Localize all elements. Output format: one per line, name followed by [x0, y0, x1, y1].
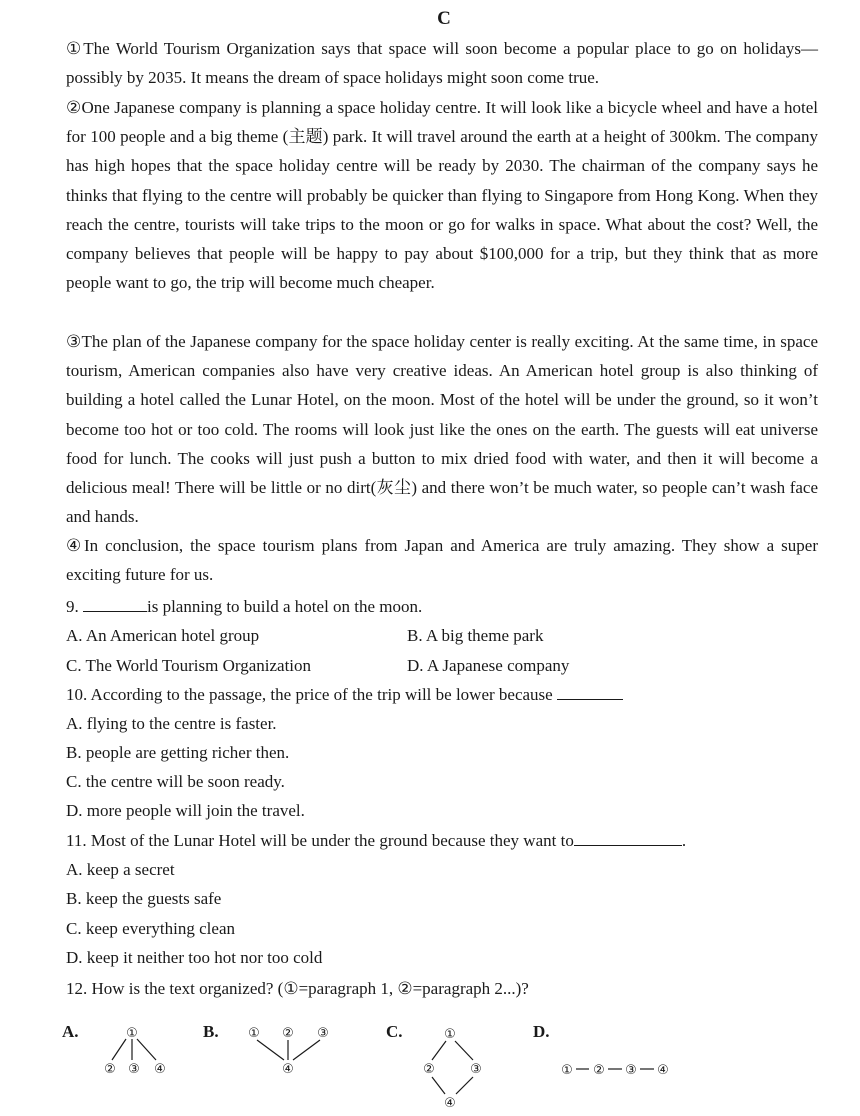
- question-11-option-b: B. keep the guests safe: [66, 889, 222, 908]
- question-10-option-d: D. more people will join the travel.: [66, 801, 305, 820]
- diagram-label-c: C.: [386, 1022, 403, 1041]
- question-9-option-d: D. A Japanese company: [407, 656, 570, 675]
- diagram-c-node-2: ②: [423, 1062, 435, 1077]
- question-11-option-a: A. keep a secret: [66, 860, 175, 879]
- paragraph-3: ③The plan of the Japanese company for the space holiday center is really exciting. At the same time, in space tourism, American companies also have very creative ideas. An American hotel group is also thinking of building a hotel called the Lunar Hotel, on the moon. Most of the hotel will be under the ground, so it won’t become too hot or too cold. The rooms will look just like the ones on the earth. The guests will eat universe food for lunch. The cooks will just push a button to mix dried food with water, and then it will become a delicious meal! There will be little or no dirt(灰尘) and there won’t be much water, so people can’t wash face and hands.: [66, 332, 818, 527]
- question-9-option-a: A. An American hotel group: [66, 626, 260, 645]
- diagram-d-node-1: ①: [561, 1063, 573, 1078]
- diagram-b-lines: [257, 1040, 320, 1060]
- diagram-d-node-3: ③: [625, 1063, 637, 1078]
- diagram-a-lines: [112, 1039, 156, 1060]
- question-10-text: 10. According to the passage, the price of the trip will be lower because: [66, 685, 553, 704]
- diagram-b-node-2: ②: [282, 1026, 294, 1041]
- question-11-end: .: [681, 831, 687, 850]
- diagram-c-node-3: ③: [470, 1062, 482, 1077]
- paragraph-1: ①The World Tourism Organization says that space will soon become a popular place to go on holidays—possibly by 2035. It means the dream of space holidays might soon come true.: [66, 39, 818, 88]
- diagram-a-node-3: ③: [128, 1062, 140, 1077]
- diagram-c-lines: [432, 1041, 473, 1094]
- question-11-option-d: D. keep it neither too hot nor too cold: [66, 948, 323, 967]
- diagram-c-node-4: ④: [444, 1096, 456, 1111]
- question-10-option-a: A. flying to the centre is faster.: [66, 714, 277, 733]
- paragraph-4: ④In conclusion, the space tourism plans from Japan and America are truly amazing. They show a super exciting future for us.: [66, 536, 818, 585]
- diagram-a-node-4: ④: [154, 1062, 166, 1077]
- diagram-c-node-1: ①: [444, 1027, 456, 1042]
- diagram-a-node-2: ②: [104, 1062, 116, 1077]
- diagram-d-node-2: ②: [593, 1063, 605, 1078]
- diagram-label-a: A.: [62, 1022, 79, 1041]
- diagram-label-d: D.: [533, 1022, 550, 1041]
- paragraph-2: ②One Japanese company is planning a space holiday centre. It will look like a bicycle wheel and have a hotel for 100 people and a big theme (主题) park. It will travel around the earth at a height of 300km. The company has high hopes that the space holiday centre will be ready by 2030. The chairman of the company says he thinks that flying to the centre will probably be quicker than flying to Singapore from Hong Kong. When they reach the centre, tourists will take trips to the moon or go for walks in space. What about the cost? Well, the company believes that people will be happy to pay about $100,000 for a trip, but they think that as more people want to go, the trip will become much cheaper.: [66, 98, 818, 293]
- question-11-text: 11. Most of the Lunar Hotel will be under the ground because they want to: [66, 831, 574, 850]
- diagram-b-node-1: ①: [248, 1026, 260, 1041]
- section-title: C: [437, 8, 451, 29]
- question-12-stem: 12. How is the text organized? (①=paragraph 1, ②=paragraph 2...)?: [66, 979, 529, 998]
- diagram-d-node-4: ④: [657, 1063, 669, 1078]
- diagram-a-node-1: ①: [126, 1026, 138, 1041]
- diagram-b-node-4: ④: [282, 1062, 294, 1077]
- question-10-option-b: B. people are getting richer then.: [66, 743, 290, 762]
- question-9-text: is planning to build a hotel on the moon.: [147, 597, 423, 616]
- question-9-number: 9.: [66, 597, 79, 616]
- question-9-option-c: C. The World Tourism Organization: [66, 656, 312, 675]
- diagram-b-node-3: ③: [317, 1026, 329, 1041]
- question-11-option-c: C. keep everything clean: [66, 919, 235, 938]
- diagram-label-b: B.: [203, 1022, 219, 1041]
- question-10-option-c: C. the centre will be soon ready.: [66, 772, 285, 791]
- question-9-option-b: B. A big theme park: [407, 626, 544, 645]
